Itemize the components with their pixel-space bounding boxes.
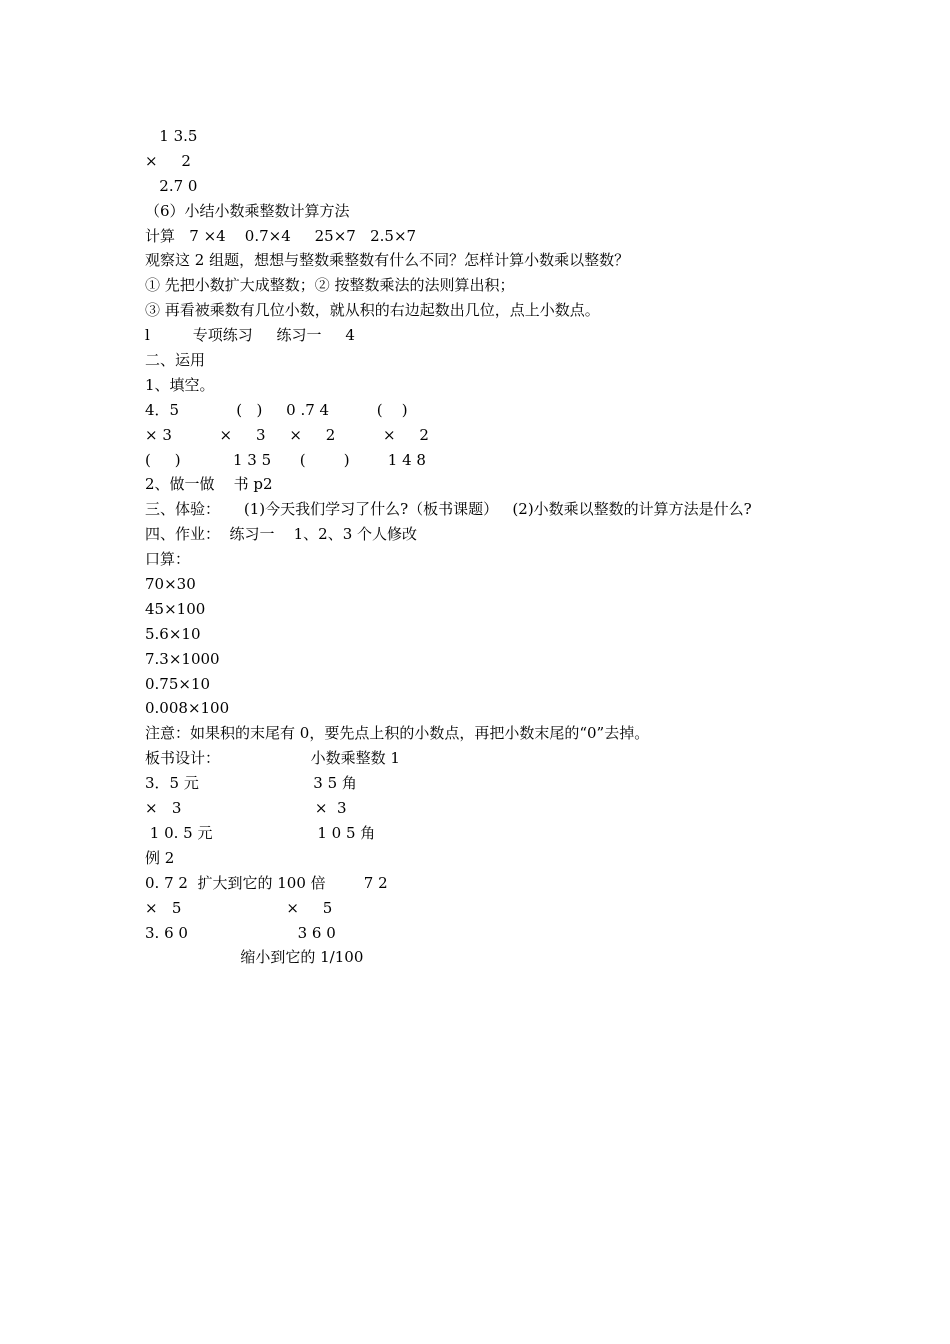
text-line: 0.75×10 (145, 674, 211, 693)
text-line: × 3 × 3 × 2 × 2 (145, 425, 429, 444)
text-line: × 3 × 3 (145, 799, 347, 818)
text-line: l 专项练习 练习一 4 (145, 326, 355, 345)
text-line: 4．5 ( ) 0 .7 4 ( ) (145, 400, 408, 419)
text-line: 5.6×10 (145, 624, 201, 643)
text-line: 计算 7 ×4 0.7×4 25×7 2.5×7 (145, 226, 417, 245)
text-line: 口算： (145, 550, 191, 569)
section-heading: 三、体验： (1)今天我们学习了什么?（板书课题） (2)小数乘以整数的计算方法是什么? (145, 500, 752, 519)
text-line: 1 3.5 (145, 127, 198, 145)
text-line: 0. 7 2 扩大到它的 100 倍 7 2 (145, 873, 388, 892)
text-line: 0.008×100 (145, 699, 230, 718)
text-line: 70×30 (145, 575, 196, 594)
text-line: 1 0. 5 元 1 0 5 角 (145, 823, 376, 842)
section-heading: 二、运用 (145, 351, 206, 370)
text-line: × 5 × 5 (145, 898, 333, 917)
section-heading: 四、作业： 练习一 1、2、3 个人修改 (145, 525, 418, 544)
text-line: 2.7 0 (145, 176, 198, 195)
text-line: 缩小到它的 1/100 (145, 948, 364, 967)
text-line: ③ 再看被乘数有几位小数，就从积的右边起数出几位，点上小数点。 (145, 301, 600, 320)
section-heading: （6）小结小数乘整数计算方法 (145, 201, 350, 220)
text-line: ① 先把小数扩大成整数；② 按整数乘法的法则算出积； (145, 276, 515, 295)
text-line: ( ) 1 3 5 ( ) 1 4 8 (145, 450, 426, 469)
text-line: 例 2 (145, 848, 175, 867)
document-body (145, 124, 825, 970)
text-line: 板书设计： 小数乘整数 1 (145, 749, 400, 768)
text-line: 3. 6 0 3 6 0 (145, 923, 336, 942)
text-line: 2、做一做 书 p2 (145, 475, 273, 494)
text-line: 注意：如果积的末尾有 0，要先点上积的小数点，再把小数末尾的“0”去掉。 (145, 724, 650, 743)
text-line: 观察这 2 组题，想想与整数乘整数有什么不同？怎样计算小数乘以整数？ (145, 251, 630, 270)
text-line: 7.3×1000 (145, 649, 220, 668)
text-line: × 2 (145, 151, 191, 170)
text-line: 1、填空。 (145, 375, 215, 394)
text-line: 45×100 (145, 599, 206, 618)
text-line: 3．5 元 3 5 角 (145, 774, 357, 793)
